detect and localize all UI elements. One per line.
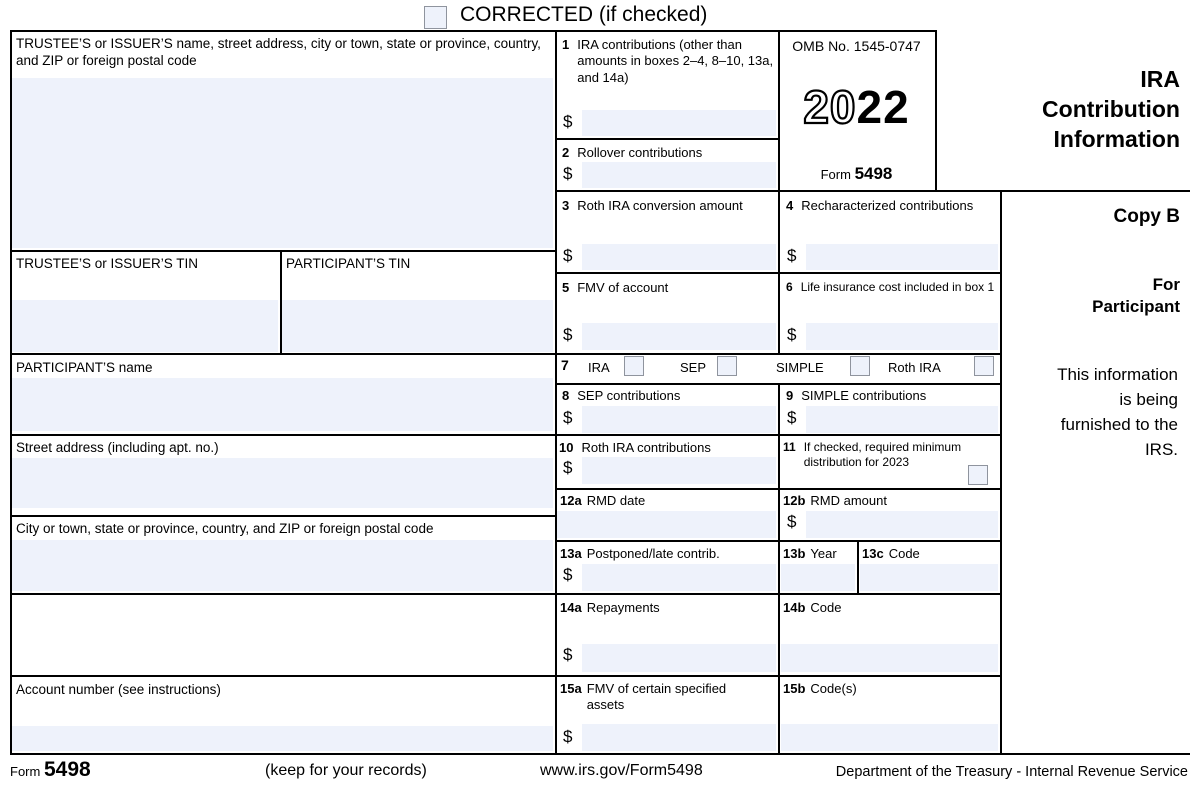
box-5-text: FMV of account [577,280,669,295]
box-13a-amount-field[interactable] [582,564,776,591]
box-3-label [562,198,762,214]
grid-line [1000,190,1002,755]
grid-line [10,353,1000,355]
tax-year [778,80,935,134]
trustee-name-field[interactable] [12,78,553,248]
box-14a-number: 14a [560,600,582,615]
box-14b-text: Code [810,600,842,615]
tax-year-outline: 20 [803,81,857,133]
dollar-sign: $ [563,727,573,746]
form-word: Form [820,167,851,182]
grid-line [555,190,1190,192]
dollar-sign: $ [563,112,573,131]
dollar-sign: $ [787,512,797,531]
box-13b-label [783,546,855,562]
dollar-sign: $ [787,325,797,344]
box-12a-text: RMD date [586,493,646,508]
footer-form-number [10,758,91,782]
box-4-number: 4 [786,198,794,213]
box-5-amount-field[interactable] [582,323,776,350]
footer-keep-note: (keep for your records) [265,762,427,779]
box-4-amount-field[interactable] [806,244,998,270]
box-2-amount-field[interactable] [582,162,776,188]
box-12b-amount-field[interactable] [806,511,998,538]
city-field[interactable] [12,540,553,591]
box-6-label [786,280,998,295]
dollar-sign: $ [563,246,573,265]
grid-line [10,30,935,32]
box-12b-label [783,493,997,509]
trustee-tin-label: TRUSTEE’S or ISSUER’S TIN [16,256,199,271]
participant-tin-field[interactable] [282,300,553,352]
box-3-amount-field[interactable] [582,244,776,270]
grid-line [555,138,778,140]
box-12a-number: 12a [560,493,582,508]
grid-line [10,434,1000,436]
box-15a-label [560,681,765,714]
box-11-label [783,440,993,470]
box-5-label [562,280,774,296]
box-1-number: 1 [562,37,570,52]
grid-line [280,250,282,353]
box-13c-number: 13c [862,546,884,561]
box-15a-number: 15a [560,681,582,696]
box-4-label [786,198,986,214]
box-8-number: 8 [562,388,570,403]
participant-name-field[interactable] [12,378,553,431]
box-15b-text: Code(s) [810,681,857,696]
street-address-label: Street address (including apt. no.) [16,440,219,455]
grid-line [10,753,1190,755]
box-1-label [562,37,774,86]
box-13b-text: Year [810,546,837,561]
box-7-option-ira: IRA [588,360,610,375]
box-10-text: Roth IRA contributions [581,440,711,455]
box-13a-label [560,546,776,562]
corrected-label: CORRECTED (if checked) [460,3,708,26]
box-15a-amount-field[interactable] [582,724,776,751]
footer-form-num: 5498 [43,758,91,781]
box-9-amount-field[interactable] [806,406,998,433]
box-15b-code-field[interactable] [781,724,998,751]
box-6-number: 6 [786,280,793,294]
box-15a-text: FMV of certain specified assets [586,681,727,713]
form-title: IRA Contribution Information [1042,66,1180,152]
box-5-number: 5 [562,280,570,295]
box-1-amount-field[interactable] [582,110,776,136]
footer-form-word: Form [10,764,41,779]
box-11-rmd-checkbox[interactable] [968,465,988,485]
box-7-option-simple: SIMPLE [776,360,824,375]
grid-line [10,250,555,252]
box-7-roth-ira-checkbox[interactable] [974,356,994,376]
tax-year-bold: 22 [856,81,910,133]
copy-b-label: Copy B [1113,206,1180,227]
account-number-field[interactable] [12,726,553,751]
box-13a-text: Postponed/late contrib. [586,546,720,561]
box-8-label [562,388,774,404]
trustee-name-label: TRUSTEE’S or ISSUER’S name, street address, city or town, state or province, country, and ZIP or foreign postal code [16,36,541,68]
corrected-checkbox[interactable] [424,6,447,29]
box-13c-text: Code [888,546,920,561]
dollar-sign: $ [563,325,573,344]
footer-url[interactable]: www.irs.gov/Form5498 [540,762,703,779]
dollar-sign: $ [563,565,573,584]
dollar-sign: $ [563,408,573,427]
box-9-text: SIMPLE contributions [801,388,927,403]
grid-line [778,383,780,755]
dollar-sign: $ [563,458,573,477]
box-3-number: 3 [562,198,570,213]
box-7-option-roth-ira: Roth IRA [888,360,941,375]
footer-department: Department of the Treasury - Internal Revenue Service [835,764,1188,780]
city-label: City or town, state or province, country, and ZIP or foreign postal code [16,521,434,536]
box-11-text: If checked, required minimum distribution for 2023 [803,440,962,469]
account-number-label: Account number (see instructions) [16,682,221,697]
trustee-tin-field[interactable] [12,300,278,352]
box-15b-number: 15b [783,681,806,696]
box-13b-number: 13b [783,546,806,561]
box-6-amount-field[interactable] [806,323,998,350]
box-6-text: Life insurance cost included in box 1 [800,280,995,294]
box-9-number: 9 [786,388,794,403]
box-14a-amount-field[interactable] [582,644,776,672]
box-12b-text: RMD amount [810,493,887,508]
box-8-text: SEP contributions [577,388,681,403]
omb-form-number [778,164,935,184]
box-7-ira-checkbox[interactable] [624,356,644,376]
grid-line [935,30,937,192]
box-2-number: 2 [562,145,570,160]
omb-number: OMB No. 1545-0747 [792,38,921,54]
box-2-text: Rollover contributions [577,145,703,160]
box-15b-label [783,681,997,697]
box-10-label [559,440,775,456]
grid-line [778,30,780,353]
box-9-label [786,388,998,404]
box-13a-number: 13a [560,546,582,561]
box-8-amount-field[interactable] [582,406,776,433]
box-1-text: IRA contributions (other than amounts in boxes 2–4, 8–10, 13a, and 14a) [577,37,774,85]
box-14b-code-field[interactable] [781,644,998,672]
grid-line [10,515,555,517]
grid-line [10,675,1000,677]
grid-line [10,593,1000,595]
box-3-text: Roth IRA conversion amount [577,198,743,213]
furnished-note: This information is being furnished to the IRS. [1057,365,1178,459]
box-12a-label [560,493,776,509]
participant-tin-label: PARTICIPANT’S TIN [286,256,411,271]
box-14a-label [560,600,776,616]
box-13b-year-field[interactable] [781,564,855,591]
box-2-label [562,145,774,161]
dollar-sign: $ [787,246,797,265]
box-7-sep-checkbox[interactable] [717,356,737,376]
dollar-sign: $ [563,645,573,664]
box-14b-label [783,600,997,616]
street-address-field[interactable] [12,458,553,508]
dollar-sign: $ [563,164,573,183]
box-12a-date-field[interactable] [557,511,776,538]
box-10-amount-field[interactable] [582,457,776,484]
box-14a-text: Repayments [586,600,660,615]
box-7-option-sep: SEP [680,360,707,375]
form-number: 5498 [854,164,893,183]
for-participant-label: For Participant [1092,275,1180,316]
box-14b-number: 14b [783,600,806,615]
box-11-number: 11 [783,440,796,454]
box-10-number: 10 [559,440,574,455]
grid-line [555,30,557,755]
dollar-sign: $ [787,408,797,427]
box-4-text: Recharacterized contributions [801,198,974,213]
grid-line [10,30,12,755]
participant-name-label: PARTICIPANT’S name [16,360,153,375]
grid-line [857,540,859,593]
box-12b-number: 12b [783,493,806,508]
box-13c-code-field[interactable] [860,564,998,591]
box-7-number: 7 [561,357,569,373]
box-7-simple-checkbox[interactable] [850,356,870,376]
box-13c-label [862,546,996,562]
